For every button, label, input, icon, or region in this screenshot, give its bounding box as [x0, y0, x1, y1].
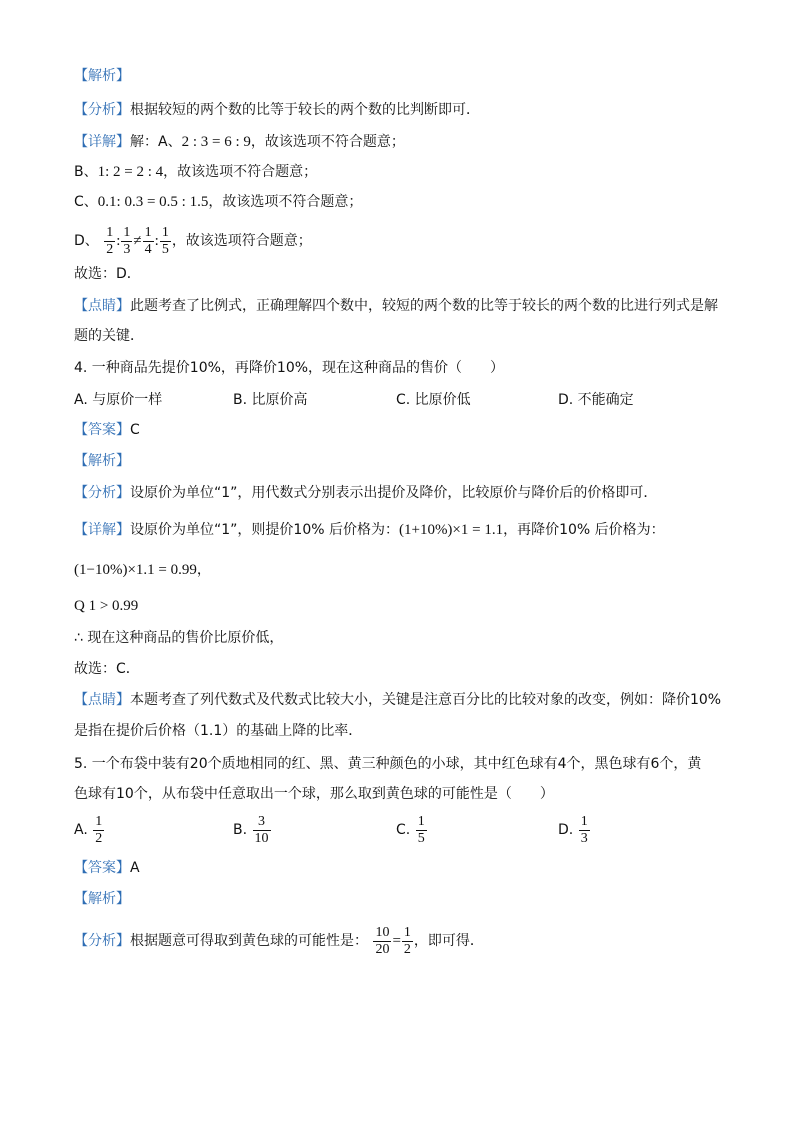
option-c-verdict: ，故该选项不符合题意；: [208, 194, 363, 210]
xiangjie-text-2: ，再降价10% 后价格为：: [503, 522, 665, 538]
option-label: C.: [396, 822, 411, 838]
fraction: $\frac{1}{5}$: [161, 224, 169, 257]
q3-dianjing-cont: 题的关键．: [74, 328, 144, 344]
equals-sign: =: [392, 933, 401, 949]
option-b-prefix: B、: [74, 164, 98, 180]
answer-value: C: [130, 422, 140, 438]
xiangjie-text: 解：A、: [130, 134, 182, 150]
fenxi-tag: 【分析】: [74, 485, 130, 501]
q4-xiangjie: [74, 520, 665, 540]
fraction: $\frac{10}{20}$: [375, 924, 390, 957]
q4-conclusion: ∴ 现在这种商品的售价比原价低，: [74, 630, 284, 646]
q4-dianjing: [74, 690, 721, 710]
q4-dianjing-cont: 是指在提价后价格（1.1）的基础上降的比率．: [74, 723, 363, 739]
xiangjie-tag: 【详解】: [74, 522, 130, 538]
option-d-verdict: ，故该选项符合题意；: [171, 233, 312, 249]
fraction: $\frac{1}{2}$: [106, 224, 114, 257]
fenxi-tag: 【分析】: [74, 933, 130, 949]
option-label: B.: [233, 822, 248, 838]
q5-option-a: [74, 812, 105, 848]
answer-value: A: [130, 860, 140, 876]
fenxi-end: ，即可得．: [413, 933, 484, 949]
option-label: D.: [558, 822, 574, 838]
q5-option-c: [396, 812, 428, 848]
option-a-verdict: ，故该选项不符合题意；: [250, 134, 405, 150]
raised-price-math: (1+10%)×1 = 1.1: [398, 522, 504, 538]
dianjing-tag: 【点睛】: [74, 692, 130, 708]
q3-option-d-line: [74, 222, 312, 260]
q5-fenxi: [74, 922, 484, 960]
analysis-heading: 【解析】: [74, 68, 130, 84]
fraction: $\frac{1}{2}$: [403, 924, 411, 957]
q3-dianjing: [74, 296, 718, 316]
xiangjie-text: 设原价为单位“1”，则提价10% 后价格为：: [130, 522, 399, 538]
q4-compare-line: Q 1 > 0.99: [74, 598, 139, 614]
q3-fenxi: [74, 100, 480, 120]
fenxi-text: 根据较短的两个数的比等于较长的两个数的比判断即可．: [130, 102, 480, 118]
fenxi-text: 设原价为单位“1”，用代数式分别表示出提价及降价，比较原价与降价后的价格即可．: [130, 485, 658, 501]
analysis-heading: 【解析】: [74, 453, 130, 469]
fraction: $\frac{1}{3}$: [580, 813, 588, 846]
q3-option-b-line: [74, 162, 317, 182]
dianjing-text: 此题考查了比例式，正确理解四个数中，较短的两个数的比等于较长的两个数的比进行列式是解: [130, 298, 718, 314]
fenxi-text: 根据题意可得取到黄色球的可能性是：: [130, 933, 368, 949]
lowered-price-math: (1−10%)×1.1 = 0.99: [74, 562, 197, 578]
q4-option-a: A. 与原价一样: [74, 392, 163, 408]
q4-choice: 故选：C．: [74, 661, 140, 677]
q5-answer: [74, 858, 140, 878]
comma: ，: [196, 562, 211, 578]
fraction: $\frac{1}{3}$: [123, 224, 131, 257]
fraction: $\frac{1}{4}$: [144, 224, 152, 257]
q4-option-d: D. 不能确定: [558, 392, 634, 408]
q5-stem-cont: 色球有10个，从布袋中任意取出一个球，那么取到黄色球的可能性是（ ）: [74, 786, 554, 802]
fraction: $\frac{1}{5}$: [417, 813, 425, 846]
q4-option-b: B. 比原价高: [233, 392, 308, 408]
option-b-verdict: ，故该选项不符合题意；: [163, 164, 318, 180]
xiangjie-tag: 【详解】: [74, 134, 130, 150]
fraction: $\frac{1}{2}$: [95, 813, 103, 846]
fenxi-tag: 【分析】: [74, 102, 130, 118]
option-c-prefix: C、: [74, 194, 98, 210]
q5-option-b: [233, 812, 272, 848]
q5-stem: 5. 一个布袋中装有20个质地相同的红、黑、黄三种颜色的小球，其中红色球有4个，黑色球有6个，黄: [74, 756, 702, 772]
option-b-math: 1: 2 = 2 : 4: [97, 164, 164, 180]
dianjing-text: 本题考查了列代数式及代数式比较大小，关键是注意百分比的比较对象的改变，例如：降价10%: [130, 692, 722, 708]
option-c-math: 0.1: 0.3 = 0.5 : 1.5: [97, 194, 209, 210]
answer-tag: 【答案】: [74, 860, 130, 876]
colon: :: [116, 233, 121, 249]
q3-option-c-line: [74, 192, 362, 212]
q3-choice: 故选：D．: [74, 266, 141, 282]
q5-option-d: [558, 812, 591, 848]
option-a-math: 2 : 3 = 6 : 9: [181, 134, 251, 150]
q4-answer: [74, 420, 140, 440]
fraction: $\frac{3}{10}$: [254, 813, 269, 846]
dianjing-tag: 【点睛】: [74, 298, 130, 314]
q4-stem: 4. 一种商品先提价10%，再降价10%，现在这种商品的售价（ ）: [74, 360, 505, 376]
analysis-heading: 【解析】: [74, 891, 130, 907]
option-d-prefix: D、: [74, 233, 99, 249]
q3-xiangjie: [74, 132, 405, 152]
q4-lowered-price-line: [74, 560, 211, 580]
not-equal-sign: ≠: [133, 233, 142, 249]
answer-tag: 【答案】: [74, 422, 130, 438]
option-label: A.: [74, 822, 88, 838]
q4-fenxi: [74, 483, 657, 503]
q4-option-c: C. 比原价低: [396, 392, 471, 408]
colon: :: [154, 233, 159, 249]
